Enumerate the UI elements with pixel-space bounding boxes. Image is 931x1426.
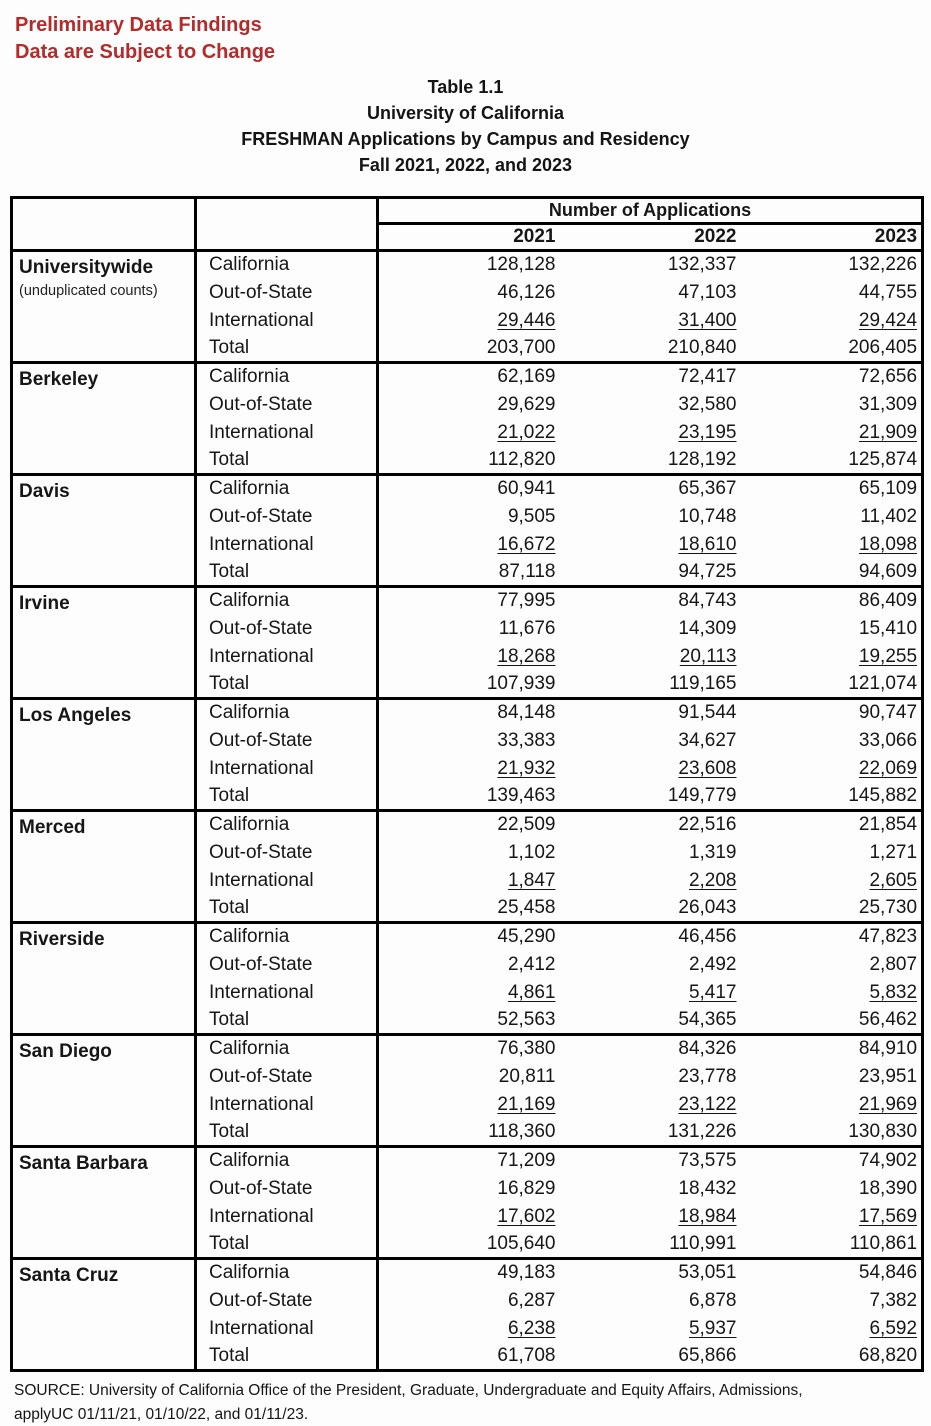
value-cell: 16,829 (497, 1177, 556, 1199)
value-cell: 73,575 (560, 1147, 741, 1175)
value-cell: 74,902 (741, 1147, 923, 1175)
residency-label: Total (196, 447, 378, 475)
residency-label: Total (196, 1343, 378, 1371)
value-cell: 11,676 (498, 617, 556, 639)
residency-label: California (196, 1147, 378, 1175)
value-cell: 94,609 (858, 560, 918, 582)
value-cell: 145,882 (848, 784, 918, 806)
residency-label: Out-of-State (196, 1063, 378, 1091)
value-cell: 91,544 (560, 699, 741, 727)
table-row (12, 699, 923, 727)
value-cell: 21,169 (497, 1093, 556, 1115)
corner-cell-residency (196, 198, 378, 251)
residency-label: California (196, 1035, 378, 1063)
residency-label: Total (196, 559, 378, 587)
value-cell: 2,208 (688, 869, 737, 891)
table-row (12, 811, 923, 839)
value-cell: 33,383 (497, 729, 556, 751)
table-title-block (0, 74, 931, 178)
value-cell: 128,128 (378, 251, 560, 279)
residency-label: California (196, 923, 378, 951)
value-cell: 54,846 (741, 1259, 923, 1287)
residency-label: Total (196, 1119, 378, 1147)
table-row (12, 1035, 923, 1063)
value-cell: 20,811 (498, 1065, 556, 1087)
value-cell: 18,610 (678, 533, 737, 555)
value-cell: 11,402 (860, 505, 918, 527)
value-cell: 132,337 (560, 251, 741, 279)
title-institution: University of California (366, 103, 565, 123)
value-cell: 112,820 (488, 448, 556, 470)
table-row (12, 1147, 923, 1175)
corner-cell-campus (12, 198, 196, 251)
value-cell: 22,516 (560, 811, 741, 839)
residency-label: International (196, 307, 378, 335)
value-cell: 23,608 (678, 757, 737, 779)
value-cell: 18,432 (678, 1177, 737, 1199)
campus-name: Irvine (19, 593, 70, 614)
residency-label: Total (196, 895, 378, 923)
value-cell: 149,779 (667, 784, 737, 806)
value-cell: 5,417 (688, 981, 737, 1003)
source-line-2: applyUC 01/11/21, 01/10/22, and 01/11/23. (14, 1406, 309, 1423)
residency-label: Total (196, 335, 378, 363)
campus-cell (12, 923, 196, 1035)
value-cell: 18,984 (678, 1205, 737, 1227)
residency-label: California (196, 363, 378, 391)
value-cell: 84,148 (378, 699, 560, 727)
campus-cell (12, 1147, 196, 1259)
value-cell: 31,400 (678, 309, 737, 331)
value-cell: 5,937 (688, 1317, 737, 1339)
campus-name: Merced (19, 817, 86, 838)
table-row (12, 363, 923, 391)
value-cell: 94,725 (678, 560, 737, 582)
campus-name: Santa Cruz (19, 1265, 119, 1286)
value-cell: 125,874 (848, 448, 918, 470)
residency-label: Total (196, 1231, 378, 1259)
campus-cell (12, 251, 196, 363)
value-cell: 2,412 (507, 953, 556, 975)
value-cell: 110,991 (669, 1232, 737, 1254)
value-cell: 18,268 (497, 645, 556, 667)
value-cell: 6,592 (869, 1317, 918, 1339)
value-cell: 46,126 (497, 281, 556, 303)
value-cell: 110,861 (849, 1232, 918, 1254)
residency-label: International (196, 867, 378, 895)
value-cell: 18,098 (858, 533, 918, 555)
residency-label: Out-of-State (196, 391, 378, 419)
value-cell: 33,066 (858, 729, 918, 751)
value-cell: 84,743 (560, 587, 741, 615)
value-cell: 107,939 (486, 672, 556, 694)
value-cell: 72,656 (741, 363, 923, 391)
campus-name: San Diego (19, 1041, 112, 1062)
campus-cell (12, 1259, 196, 1371)
notice-line-2: Data are Subject to Change (15, 41, 276, 63)
residency-label: Total (196, 783, 378, 811)
value-cell: 60,941 (378, 475, 560, 503)
notice-line-1: Preliminary Data Findings (15, 14, 262, 36)
residency-label: California (196, 475, 378, 503)
table-row (12, 587, 923, 615)
residency-label: International (196, 531, 378, 559)
campus-note: (unduplicated counts) (19, 283, 158, 299)
value-cell: 131,226 (667, 1120, 737, 1142)
value-cell: 7,382 (869, 1289, 918, 1311)
value-cell: 34,627 (678, 729, 737, 751)
value-cell: 56,462 (858, 1008, 918, 1030)
value-cell: 9,505 (507, 505, 556, 527)
title-terms: Fall 2021, 2022, and 2023 (358, 155, 573, 175)
residency-label: Total (196, 671, 378, 699)
value-cell: 26,043 (678, 896, 737, 918)
value-cell: 10,748 (678, 505, 737, 527)
value-cell: 25,730 (858, 896, 918, 918)
campus-name: Davis (19, 481, 70, 502)
campus-cell (12, 363, 196, 475)
campus-name: Universitywide (19, 257, 154, 278)
value-cell: 44,755 (858, 281, 918, 303)
value-cell: 23,195 (678, 421, 737, 443)
residency-label: Out-of-State (196, 1175, 378, 1203)
value-cell: 25,458 (497, 896, 556, 918)
value-cell: 22,509 (378, 811, 560, 839)
value-cell: 53,051 (560, 1259, 741, 1287)
value-cell: 21,909 (858, 421, 918, 443)
value-cell: 16,672 (497, 533, 556, 555)
value-cell: 5,832 (869, 981, 918, 1003)
residency-label: Out-of-State (196, 279, 378, 307)
value-cell: 46,456 (560, 923, 741, 951)
residency-label: Out-of-State (196, 1287, 378, 1315)
value-cell: 17,602 (497, 1205, 556, 1227)
value-cell: 210,840 (667, 336, 737, 358)
residency-label: Out-of-State (196, 951, 378, 979)
value-cell: 90,747 (741, 699, 923, 727)
residency-label: Total (196, 1007, 378, 1035)
value-cell: 15,410 (858, 617, 918, 639)
campus-name: Berkeley (19, 369, 99, 390)
value-cell: 47,823 (741, 923, 923, 951)
residency-label: International (196, 1203, 378, 1231)
residency-label: International (196, 755, 378, 783)
value-cell: 139,463 (486, 784, 556, 806)
value-cell: 17,569 (858, 1205, 918, 1227)
value-cell: 65,866 (678, 1344, 737, 1366)
campus-cell (12, 1035, 196, 1147)
residency-label: International (196, 419, 378, 447)
value-cell: 130,830 (848, 1120, 918, 1142)
value-cell: 84,326 (560, 1035, 741, 1063)
value-cell: 76,380 (378, 1035, 560, 1063)
campus-cell (12, 699, 196, 811)
residency-label: International (196, 643, 378, 671)
campus-cell (12, 587, 196, 699)
value-cell: 6,878 (688, 1289, 737, 1311)
value-cell: 84,910 (741, 1035, 923, 1063)
value-cell: 68,820 (858, 1344, 918, 1366)
source-line-1: SOURCE: University of California Office of the President, Graduate, Undergraduate and Equity Affairs, Admissions, (14, 1382, 803, 1399)
residency-label: Out-of-State (196, 503, 378, 531)
value-cell: 54,365 (678, 1008, 737, 1030)
value-cell: 29,424 (858, 309, 918, 331)
value-cell: 121,074 (848, 672, 918, 694)
campus-cell (12, 811, 196, 923)
value-cell: 71,209 (378, 1147, 560, 1175)
campus-name: Santa Barbara (19, 1153, 148, 1174)
title-subject: FRESHMAN Applications by Campus and Residency (241, 129, 690, 149)
table-row (12, 475, 923, 503)
value-cell: 65,367 (560, 475, 741, 503)
value-cell: 65,109 (741, 475, 923, 503)
value-cell: 19,255 (858, 645, 918, 667)
value-cell: 29,629 (497, 393, 556, 415)
value-cell: 2,605 (869, 869, 918, 891)
residency-label: Out-of-State (196, 727, 378, 755)
value-cell: 4,861 (507, 981, 556, 1003)
campus-cell (12, 475, 196, 587)
value-cell: 14,309 (678, 617, 737, 639)
value-cell: 2,492 (688, 953, 737, 975)
value-cell: 87,118 (498, 560, 556, 582)
residency-label: California (196, 1259, 378, 1287)
campus-name: Riverside (19, 929, 105, 950)
value-cell: 45,290 (378, 923, 560, 951)
value-cell: 21,969 (858, 1093, 918, 1115)
value-cell: 61,708 (497, 1344, 556, 1366)
residency-label: International (196, 979, 378, 1007)
value-cell: 22,069 (858, 757, 918, 779)
table-row (12, 923, 923, 951)
year-header-2022: 2022 (560, 224, 741, 251)
value-cell: 18,390 (858, 1177, 918, 1199)
value-cell: 49,183 (378, 1259, 560, 1287)
title-table-number: Table 1.1 (427, 77, 504, 97)
year-header-2023: 2023 (741, 224, 923, 251)
value-cell: 203,700 (486, 336, 556, 358)
value-cell: 105,640 (486, 1232, 556, 1254)
value-cell: 77,995 (378, 587, 560, 615)
value-cell: 1,102 (507, 841, 556, 863)
value-cell: 1,271 (869, 841, 918, 863)
year-header-2021: 2021 (378, 224, 560, 251)
value-cell: 1,847 (507, 869, 556, 891)
value-cell: 206,405 (848, 336, 918, 358)
value-cell: 86,409 (741, 587, 923, 615)
value-cell: 21,022 (497, 421, 556, 443)
table-header-group-row (12, 198, 923, 224)
residency-label: California (196, 587, 378, 615)
value-cell: 52,563 (497, 1008, 556, 1030)
value-cell: 62,169 (378, 363, 560, 391)
value-cell: 47,103 (678, 281, 737, 303)
value-cell: 20,113 (679, 645, 737, 667)
column-group-header: Number of Applications (378, 198, 923, 224)
value-cell: 128,192 (667, 448, 737, 470)
value-cell: 23,122 (678, 1093, 737, 1115)
residency-label: California (196, 811, 378, 839)
residency-label: Out-of-State (196, 839, 378, 867)
residency-label: California (196, 251, 378, 279)
value-cell: 23,778 (678, 1065, 737, 1087)
source-note (14, 1379, 931, 1426)
value-cell: 32,580 (678, 393, 737, 415)
value-cell: 1,319 (688, 841, 737, 863)
value-cell: 2,807 (869, 953, 918, 975)
value-cell: 132,226 (741, 251, 923, 279)
preliminary-data-notice (15, 12, 931, 66)
value-cell: 21,854 (741, 811, 923, 839)
value-cell: 29,446 (497, 309, 556, 331)
residency-label: California (196, 699, 378, 727)
value-cell: 21,932 (497, 757, 556, 779)
value-cell: 72,417 (560, 363, 741, 391)
table-row (12, 1259, 923, 1287)
residency-label: Out-of-State (196, 615, 378, 643)
residency-label: International (196, 1091, 378, 1119)
table-row (12, 251, 923, 279)
value-cell: 118,360 (488, 1120, 556, 1142)
applications-table (10, 196, 924, 1372)
value-cell: 6,287 (507, 1289, 556, 1311)
value-cell: 31,309 (858, 393, 918, 415)
value-cell: 6,238 (507, 1317, 556, 1339)
value-cell: 119,165 (669, 672, 737, 694)
campus-name: Los Angeles (19, 705, 132, 726)
residency-label: International (196, 1315, 378, 1343)
value-cell: 23,951 (858, 1065, 918, 1087)
